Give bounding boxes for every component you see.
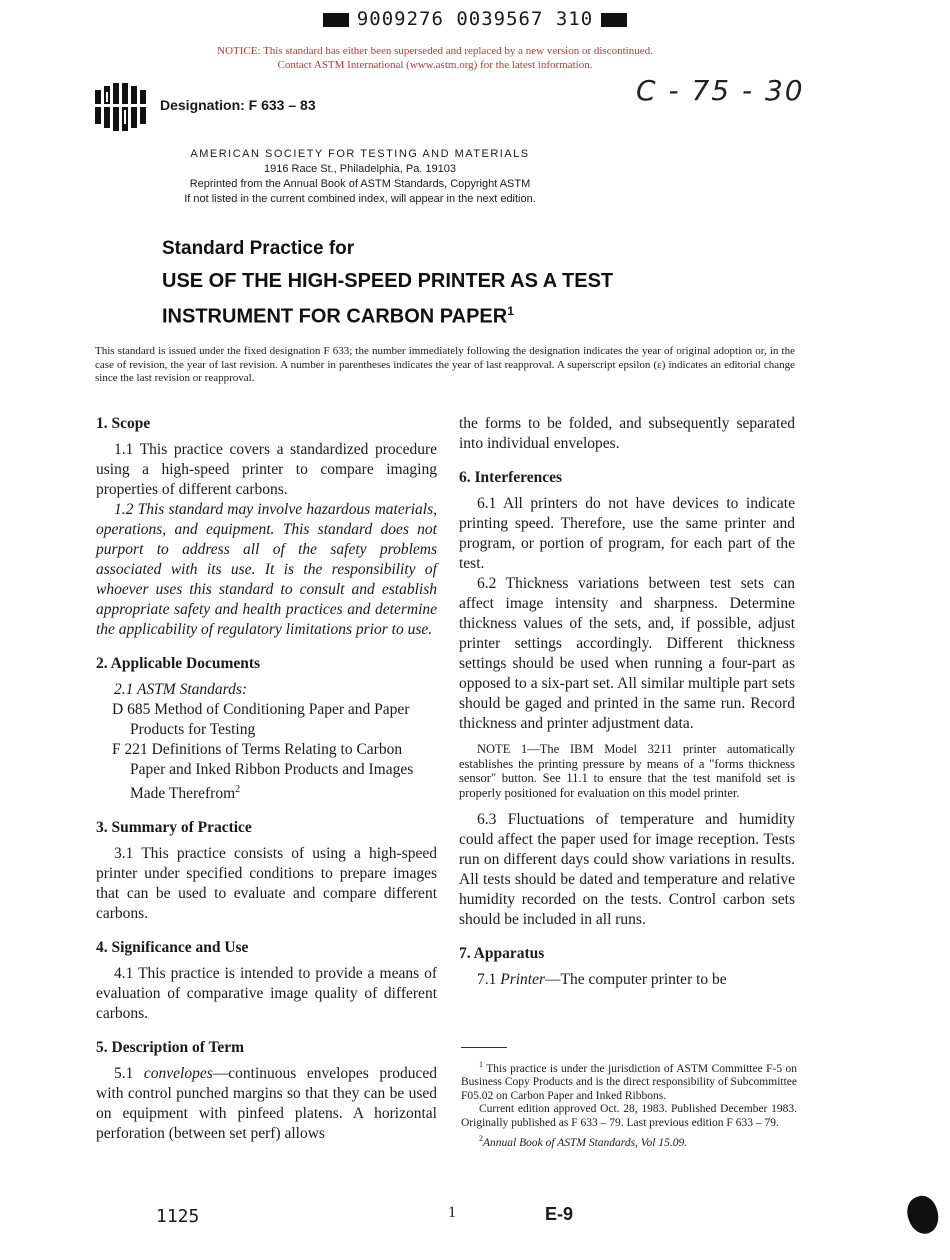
title-block (162, 238, 613, 332)
paragraph-4-1: 4.1 This practice is intended to provide a means of evaluation of comparative image quality of different carbons. (96, 965, 437, 1023)
title-line-2: USE OF THE HIGH-SPEED PRINTER AS A TEST (162, 270, 614, 292)
barcode-bar-left (323, 13, 349, 27)
footnote-2 (461, 1132, 797, 1150)
paragraph-6-1: 6.1 All printers do not have devices to indicate printing speed. Therefore, use the same printer and program, or portion of program, for each part of the test. (459, 495, 795, 572)
barcode-text: 9009276 0039567 310 (356, 8, 594, 30)
page-number-center: 1 (448, 1204, 456, 1221)
notice-line-1: NOTICE: This standard has either been superseded and replaced by a new version or discontinued. (217, 45, 653, 57)
paragraph-7-1 (459, 970, 795, 990)
left-column (96, 414, 437, 1144)
note-1: NOTE 1—The IBM Model 3211 printer automatically establishes the printing pressure by means of a "forms thickness sensor" button. See 11.1 to ensure that the test manifold set is properly positioned for evaluation on this model printer. (459, 742, 795, 800)
paragraph-6-2: 6.2 Thickness variations between test sets can affect image intensity and sharpness. Determine thickness values of the sets, and, if possible, adjust printer settings accordingly. Different thickness settings should be used when running a four-part as opposed to a six-part set. All similar multiple part sets should be gaged and printed in the same run. Record thickness and printer adjustment data. (459, 575, 795, 732)
index-note: If not listed in the current combined index, will appear in the next edition. (184, 193, 536, 205)
paragraph-1-2: 1.2 This standard may involve hazardous materials, operations, and equipment. This standard does not purport to address all of the safety problems associated with its use. It is the responsibility of whoever uses this standard to consult and establish appropriate safety and health practices and determine the applicability of regulatory limitations prior to use. (96, 501, 437, 638)
designation: Designation: F 633 – 83 (160, 97, 316, 113)
society-address: 1916 Race St., Philadelphia, Pa. 19103 (263, 163, 457, 175)
reference-f221 (96, 740, 437, 804)
term-convelopes: convelopes (143, 1065, 213, 1083)
footnote-rule (461, 1047, 507, 1048)
paragraph-7-1-text: —The computer printer to be (545, 971, 727, 988)
designation-statement: This standard is issued under the fixed designation F 633; the number immediately following the designation indicates the year of original adoption or, in the case of revision, the year of last revision. A number in parentheses indicates the year of last reapproval. A superscript epsilon (ε) indicates an editorial change since the last revision or reapproval. (95, 345, 795, 384)
title-line-3-text: INSTRUMENT FOR CARBON PAPER (162, 305, 508, 328)
section-heading-apparatus: 7. Apparatus (459, 945, 545, 962)
page-number-left: 1125 (156, 1206, 200, 1227)
title-line-3 (162, 296, 613, 332)
barcode-bar-right (601, 13, 627, 27)
section-heading-interferences: 6. Interferences (459, 469, 563, 486)
footnote-1-text: This practice is under the jurisdiction of ASTM Committee F-5 on Business Copy Products and is the direct responsibility of Subcommittee F05.02 on Carbon Paper and Inked Ribbons. (461, 1062, 797, 1102)
title-footnote-mark: 1 (507, 304, 514, 318)
reference-d685: D 685 Method of Conditioning Paper and Paper Products for Testing (112, 701, 410, 738)
footnotes (461, 1058, 797, 1151)
reprint-line: Reprinted from the Annual Book of ASTM Standards, Copyright ASTM (189, 178, 531, 190)
ink-blot (902, 1192, 943, 1238)
footnote-2-mark: 2 (479, 1134, 483, 1144)
section-heading-description: 5. Description of Term (96, 1039, 245, 1057)
paragraph-2-1: 2.1 ASTM Standards: (114, 681, 248, 698)
barcode-line (0, 8, 950, 30)
page-number-right: E-9 (545, 1204, 574, 1224)
title-line-1: Standard Practice for (162, 238, 355, 259)
footnote-1 (461, 1058, 797, 1103)
notice-line-2: Contact ASTM International (www.astm.org) for the latest information. (277, 59, 593, 71)
society-block (100, 147, 620, 207)
reference-f221-text: F 221 Definitions of Terms Relating to Carbon Paper and Inked Ribbon Products and Images Made Therefrom (112, 741, 414, 803)
society-name: AMERICAN SOCIETY FOR TESTING AND MATERIALS (190, 148, 530, 160)
footnote-1-edition: Current edition approved Oct. 28, 1983. Published December 1983. Originally published as F 633 – 79. Last previous edition F 633 – 79. (461, 1103, 797, 1129)
term-printer: Printer (500, 971, 546, 988)
section-heading-summary: 3. Summary of Practice (96, 819, 252, 837)
section-heading-applicable-documents: 2. Applicable Documents (96, 655, 261, 672)
paragraph-5-1-text: —continuous envelopes produced with control punched margins so that they can be used on equipment with pinfeed platens. A horizontal perforation (between set perf) allows (96, 1065, 437, 1143)
reference-f221-mark: 2 (235, 784, 241, 795)
astm-logo (93, 80, 149, 132)
paragraph-6-3: 6.3 Fluctuations of temperature and humidity could affect the paper used for image reception. Tests run on different days could show variations in results. All tests should be dated and temperature and relative humidity recorded on the tests. Control carbon sets should be included in all runs. (459, 811, 795, 928)
paragraph-5-1-number: 5.1 (114, 1065, 134, 1083)
paragraph-5-1-continued: the forms to be folded, and subsequently separated into individual envelopes. (459, 415, 795, 452)
right-column (459, 414, 795, 990)
paragraph-3-1: 3.1 This practice consists of using a high-speed printer under specified conditions to prepare images that can be used to evaluate and compare different carbons. (96, 845, 437, 923)
paragraph-1-1: 1.1 This practice covers a standardized procedure using a high-speed printer to compare imaging properties of different carbons. (96, 441, 437, 498)
footnote-1-mark: 1 (479, 1060, 483, 1069)
paragraph-7-1-number: 7.1 (477, 971, 497, 988)
supersession-notice (0, 44, 870, 72)
section-heading-scope: 1. Scope (96, 415, 151, 432)
section-heading-significance: 4. Significance and Use (96, 939, 249, 957)
footnote-2-text: Annual Book of ASTM Standards, Vol 15.09. (483, 1137, 688, 1150)
paragraph-5-1 (96, 1064, 437, 1144)
handwritten-code: C - 75 - 30 (636, 74, 805, 107)
